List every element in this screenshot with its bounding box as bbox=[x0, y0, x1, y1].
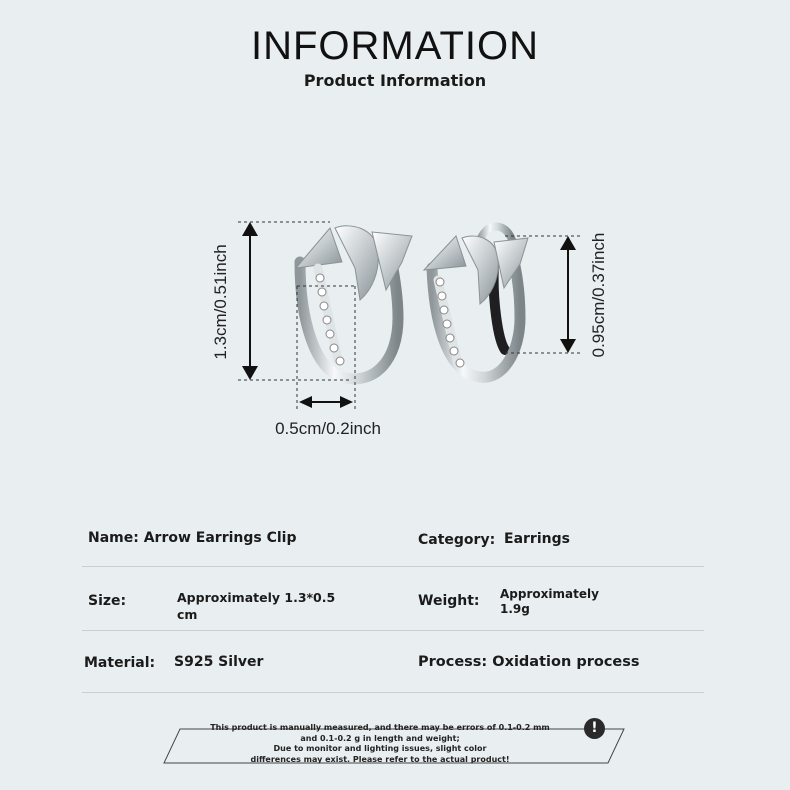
product-name: Name: Arrow Earrings Clip bbox=[88, 530, 297, 546]
exclamation-icon: ! bbox=[584, 718, 605, 739]
page-subtitle: Product Information bbox=[303, 71, 487, 90]
width-label: 0.5cm/0.2inch bbox=[275, 419, 381, 438]
note-line-3: Due to monitor and lighting issues, slight color bbox=[273, 744, 487, 753]
note-line-2: and 0.1-0.2 g in length and weight; bbox=[300, 734, 460, 743]
size-value-line2: cm bbox=[177, 607, 198, 622]
category-label: Category: bbox=[418, 532, 496, 548]
page-title: INFORMATION bbox=[250, 24, 539, 68]
category-value: Earrings bbox=[504, 531, 570, 547]
material-label: Material: bbox=[84, 655, 156, 671]
size-value-line1: Approximately 1.3*0.5 bbox=[177, 590, 336, 605]
note-line-4: differences may exist. Please refer to the actual product! bbox=[250, 755, 510, 764]
weight-label: Weight: bbox=[418, 593, 480, 609]
weight-value-line2: 1.9g bbox=[500, 602, 530, 616]
size-label: Size: bbox=[88, 593, 127, 609]
note-line-1: This product is manually measured, and there may be errors of 0.1-0.2 mm bbox=[210, 723, 550, 732]
material-value: S925 Silver bbox=[174, 654, 264, 670]
process-text: Process: Oxidation process bbox=[418, 654, 640, 670]
height-left-label: 1.3cm/0.51inch bbox=[211, 244, 230, 360]
weight-value-line1: Approximately bbox=[500, 587, 599, 601]
height-right-label: 0.95cm/0.37inch bbox=[589, 232, 608, 358]
